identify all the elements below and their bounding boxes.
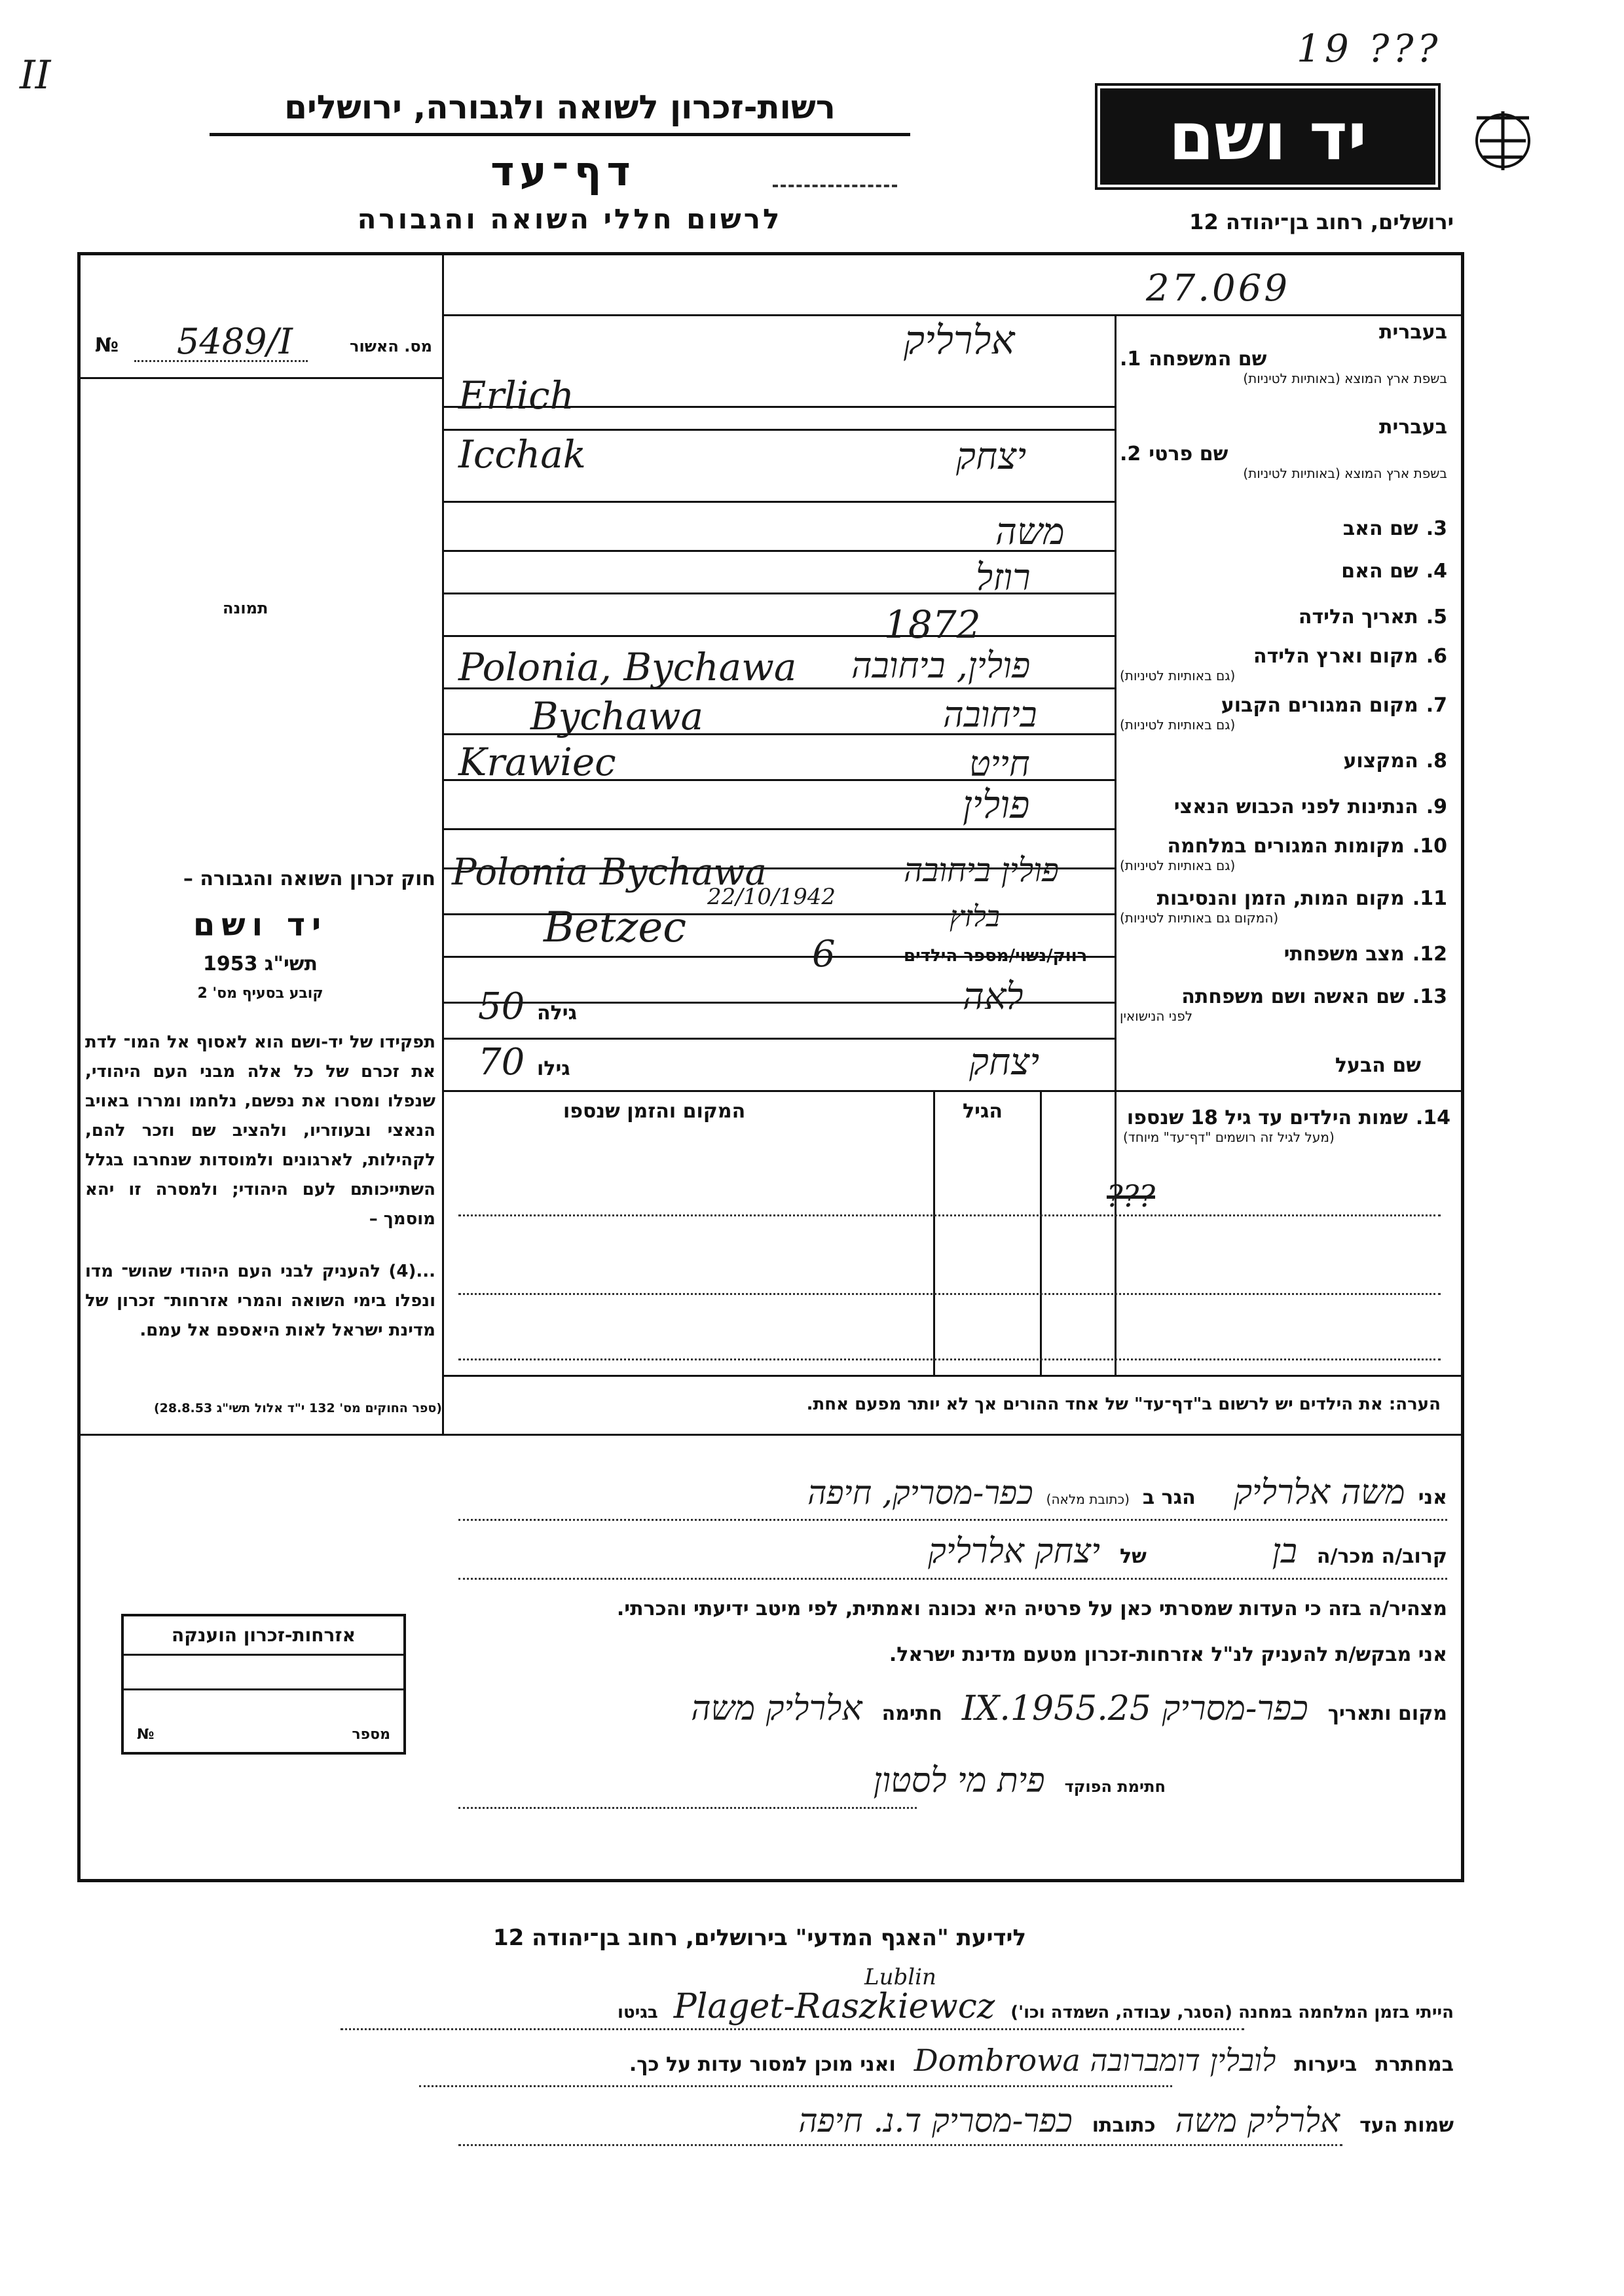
given-name-latin: Icchak	[458, 432, 586, 477]
row-divider	[442, 828, 1116, 830]
clerk-line	[458, 1761, 1166, 1800]
field-label-heb: בעברית	[1379, 321, 1447, 344]
field-number: 13.	[1412, 985, 1447, 1008]
forest-dotted-line	[419, 2085, 1172, 2087]
form-subtitle: לרשום חללי השואה והגבורה	[357, 203, 783, 235]
camp-value: Plaget-Raszkiewcz	[673, 1987, 995, 2026]
declaration-text: מצהיר/ה בזה כי העדות שמסרתי כאן על פרטיה היא נכונה ואמתית, לפי מיטב ידיעתי והכרתי.	[616, 1597, 1447, 1620]
citizenship-number-row	[137, 1726, 390, 1743]
birth-place-hebrew: פולין, ביחובה	[851, 645, 1031, 686]
birth-place-latin: Polonia, Bychawa	[458, 645, 797, 689]
citizenship-number-symbol: №	[137, 1726, 155, 1743]
field-label: מקום המגורים הקבוע	[1221, 694, 1418, 717]
field-sub: (גם באותיות לטיניות)	[1120, 668, 1236, 683]
clerk-value: פית מי לסטון	[873, 1761, 1045, 1800]
children-header	[1123, 1106, 1450, 1145]
field-sub: (המקום גם באותיות לטיניות)	[1120, 910, 1279, 926]
law-year: תשי"ג 1953	[202, 953, 318, 975]
mother-name-value: רוזל	[976, 556, 1031, 599]
law-body-2: ...(4) להעניק לבני העם היהודי שהוש־ מדו ונפלו בימי השואה והמרי אזרחות־ זכרון של מדינת ישראל לאות היאספם אל עמם.	[85, 1262, 435, 1340]
address-line: ירושלים, רחוב בן־יהודה 12	[1189, 210, 1454, 234]
children-dotted-row	[458, 1358, 1441, 1360]
place-date-line	[458, 1689, 1447, 1728]
citizenship-title: אזרחות-זכרון הוענקה	[124, 1616, 403, 1656]
place-date-label: מקום ותאריך	[1327, 1702, 1447, 1725]
children-count-value: 6	[812, 933, 836, 975]
serial-row-divider	[442, 314, 1464, 316]
field-number: 4.	[1426, 560, 1447, 583]
forest-value: לובלין דומברובה Dombrowa	[913, 2043, 1276, 2078]
field-label: שם פרטי	[1149, 443, 1228, 465]
field-number: 14.	[1415, 1106, 1450, 1129]
row-divider	[442, 635, 1116, 637]
serial-number: 27.069	[1146, 267, 1290, 310]
place-date-value: כפר-מסריק 25.IX.1955	[961, 1689, 1308, 1728]
children-col-divider	[1040, 1090, 1042, 1375]
children-dotted-row	[458, 1214, 1441, 1216]
death-place-hebrew: בלזץ	[950, 900, 1000, 934]
residence-hebrew: ביחובה	[943, 694, 1037, 735]
law-body: תפקידו של יד-ושם הוא לאסוף אל המו־ לדת את זכרם של כל אלה מבני העם היהודי, שנפלו ומסרו את נפשם, נלחמו ומררו באויב הנאצי ובעוזריו, ולהציב שם וזכר להם, לקהילות, לארגונים ולמוסדות שנחרבו בגלל השתייכותם לעם היהודי; ולמסרה זו יהא מוסמך –	[85, 1032, 435, 1229]
witness-dotted-line	[458, 1578, 1447, 1580]
field-number: 8.	[1426, 750, 1447, 773]
approval-symbol: №	[95, 334, 119, 357]
field-profession	[1120, 750, 1447, 773]
field-label: מקום המות, הזמן והנסיבות	[1156, 887, 1405, 910]
witness-i-label: אני	[1418, 1486, 1447, 1509]
field-sub: לפני הנישואין	[1120, 1008, 1193, 1024]
title-dash-ornament	[773, 185, 897, 187]
clerk-label: חתימת הפוקד	[1064, 1777, 1166, 1796]
field-sub: בשפת ארץ המוצא (באותיות לטיניות)	[1243, 371, 1447, 386]
law-title: יד ושם	[193, 907, 328, 943]
birth-date-value: 1872	[884, 602, 981, 647]
wife-age-label: גילה	[537, 1002, 577, 1025]
death-date: 22/10/1942	[707, 884, 836, 910]
field-number: 7.	[1426, 694, 1447, 717]
husband-age-value: 70	[478, 1041, 525, 1084]
approval-label: מס. האשור	[350, 337, 432, 355]
camp-line	[327, 1987, 1454, 2026]
row-divider	[442, 501, 1116, 503]
witness-lives-label: הגר ב	[1142, 1486, 1196, 1509]
children-sub: (מעל לגיל זה רושמים "דף־עד" מיוחד)	[1123, 1129, 1335, 1145]
yad-vashem-logo: יד ושם	[1100, 88, 1435, 185]
row-divider	[442, 1090, 1464, 1092]
forest-label: ביערות	[1294, 2053, 1357, 2076]
children-col-place: המקום והזמן שנספו	[563, 1100, 746, 1123]
witness-name: משה אלרליק	[1234, 1473, 1405, 1512]
field-family-name	[1120, 321, 1447, 386]
approval-number: 5489/I	[177, 321, 293, 362]
field-sub: (גם באותיות לטיניות)	[1120, 717, 1236, 733]
forest-line	[85, 2043, 1454, 2078]
field-number: 3.	[1426, 517, 1447, 540]
form-title: דף־עד	[490, 147, 636, 195]
camp-above: Lublin	[864, 1964, 936, 1990]
lower-witness-dotted-line	[458, 2144, 1342, 2146]
row-divider	[442, 429, 1116, 431]
field-number: 2.	[1120, 443, 1141, 465]
clerk-dotted-line	[458, 1807, 917, 1809]
field-label: תאריך הלידה	[1298, 606, 1418, 629]
citizenship-number-label: מספר	[352, 1726, 390, 1743]
field-label: מצב משפחתי	[1283, 943, 1405, 966]
note-bottom-line	[77, 1434, 1464, 1436]
profession-hebrew: חייט	[969, 743, 1030, 784]
lower-witness-address-label: כתובתו	[1092, 2114, 1156, 2137]
nationality-value: פולין	[963, 782, 1030, 827]
field-number: 5.	[1426, 606, 1447, 629]
field-mother-name	[1120, 560, 1447, 583]
ready-label: ואני מוכן למסור עדות על כך.	[629, 2053, 896, 2076]
witness-dotted-line	[458, 1519, 1447, 1521]
field-number: 12.	[1412, 943, 1447, 966]
wife-age-value: 50	[478, 985, 525, 1028]
field-number: 6.	[1426, 645, 1447, 668]
witness-address: כפר-מסריק, חיפה	[807, 1474, 1033, 1512]
struck-child-entry: ???	[1107, 1178, 1155, 1214]
witness-line-2	[458, 1532, 1447, 1571]
family-name-latin: Erlich	[458, 373, 575, 418]
field-father-name	[1120, 517, 1447, 540]
note-top-line	[442, 1375, 1464, 1377]
lower-witness-name-value: אלרליק משה	[1175, 2102, 1340, 2140]
of-label: של	[1120, 1545, 1147, 1568]
field-birth-place	[1120, 645, 1447, 683]
field-label: שם המשפחה	[1149, 348, 1267, 371]
wartime-residence-latin: Polonia Bychawa	[452, 851, 767, 894]
marital-status-options: רווק/נשוי/מספר הילדים	[904, 946, 1088, 966]
children-note: הערה: את הילדים יש לרשום ב"דף־עד" של אחד ההורים אך לא יותר מפעם אחת.	[806, 1394, 1441, 1414]
row-divider	[442, 1038, 1116, 1040]
field-label: שם האשה ושם משפחתה	[1181, 985, 1405, 1008]
residence-latin: Bychawa	[530, 694, 704, 738]
camp-label: הייתי בזמן המלחמה במחנה (הסגר, עבודה, השמדה וכו')	[1010, 2003, 1454, 2022]
field-wartime-residence	[1120, 835, 1447, 873]
field-wife-name	[1120, 985, 1447, 1024]
field-birth-date	[1120, 606, 1447, 629]
logo-mark-icon	[1467, 105, 1539, 177]
field-label: מקומות המגורים במלחמה	[1167, 835, 1405, 858]
children-dotted-row	[458, 1293, 1441, 1295]
father-name-value: משה	[995, 511, 1065, 553]
children-col-divider	[933, 1090, 935, 1375]
field-label: הנתינות לפני הכבוש הנאצי	[1173, 795, 1418, 818]
photo-label: תמונה	[223, 599, 268, 617]
citizenship-box	[121, 1614, 406, 1755]
given-name-hebrew: יצחק	[956, 435, 1027, 478]
family-name-hebrew: אלרליק	[904, 318, 1015, 363]
witness-line-1	[458, 1473, 1447, 1512]
field-label: מקום וארץ הלידה	[1253, 645, 1418, 668]
lower-witness-name-label: שמות העד	[1359, 2114, 1454, 2137]
approval-dotted-line	[134, 360, 308, 362]
wartime-residence-hebrew: פולין ביחובה	[904, 851, 1060, 889]
request-text: אני מבקש/ת להעניק לנ"ל אזרחות-זכרון מטעם מדינת ישראל.	[889, 1643, 1447, 1666]
camp-suffix: בגיטו	[618, 2003, 658, 2022]
signature-value: אלרליק משה	[691, 1689, 862, 1728]
husband-age-label: גילו	[537, 1057, 570, 1080]
field-number: 11.	[1412, 887, 1447, 910]
of-value: יצחק אלרליק	[928, 1532, 1100, 1571]
field-nationality	[1120, 795, 1447, 818]
lower-witness-address-value: כפר-מסריק ד.נ. חיפה	[798, 2102, 1073, 2140]
lower-heading: לידיעת "האגף המדעי" בירושלים, רחוב בן־יהודה 12	[492, 1925, 1027, 1951]
law-citation: (ספר החוקים מס' 132 י"ד אלול תשי"ג 28.8.53)	[153, 1401, 442, 1415]
field-label: המקצוע	[1343, 750, 1418, 773]
field-number: 10.	[1412, 835, 1447, 858]
field-given-name	[1120, 416, 1447, 481]
citizenship-divider	[124, 1688, 403, 1690]
field-label: שם האב	[1342, 517, 1418, 540]
field-label-heb: בעברית	[1379, 416, 1447, 439]
relation-value: בן	[1272, 1532, 1297, 1571]
authority-title: רשות-זכרון לשואה ולגבורה, ירושלים	[210, 88, 910, 136]
field-sub: (גם באותיות לטיניות)	[1120, 858, 1236, 873]
margin-mark: II	[20, 52, 51, 98]
field-label: שם האם	[1341, 560, 1418, 583]
husband-name-value: יצחק	[969, 1041, 1040, 1084]
lower-witness-line	[458, 2102, 1454, 2140]
field-death	[1120, 887, 1447, 926]
underground-label: במחתרת	[1375, 2053, 1454, 2076]
children-col-age: הגיל	[963, 1100, 1003, 1123]
wife-name-value: לאה	[963, 975, 1024, 1018]
field-marital-status	[1120, 943, 1447, 966]
profession-latin: Krawiec	[458, 740, 616, 784]
field-number: 9.	[1426, 795, 1447, 818]
law-heading: חוק זכרון השואה והגבורה –	[183, 867, 435, 890]
field-label: שם הבעל	[1335, 1054, 1421, 1077]
children-label: שמות הילדים עד גיל 18 שנספו	[1126, 1106, 1408, 1129]
field-number: 1.	[1120, 348, 1141, 371]
law-section: קובע בסעיף מס' 2	[197, 985, 323, 1002]
field-residence	[1120, 694, 1447, 733]
signature-label: חתימה	[881, 1702, 942, 1725]
field-sub: בשפת ארץ המוצא (באותיות לטיניות)	[1243, 465, 1447, 481]
field-husband-name	[1120, 1054, 1447, 1077]
camp-dotted-line	[341, 2028, 1244, 2030]
archive-stamp-number: 19 ???	[1297, 26, 1442, 71]
relation-label: קרוב/ה מכר/ה	[1316, 1545, 1447, 1568]
witness-address-hint: (כתובת מלאה)	[1046, 1491, 1130, 1507]
death-place-latin: Betzec	[544, 903, 687, 952]
